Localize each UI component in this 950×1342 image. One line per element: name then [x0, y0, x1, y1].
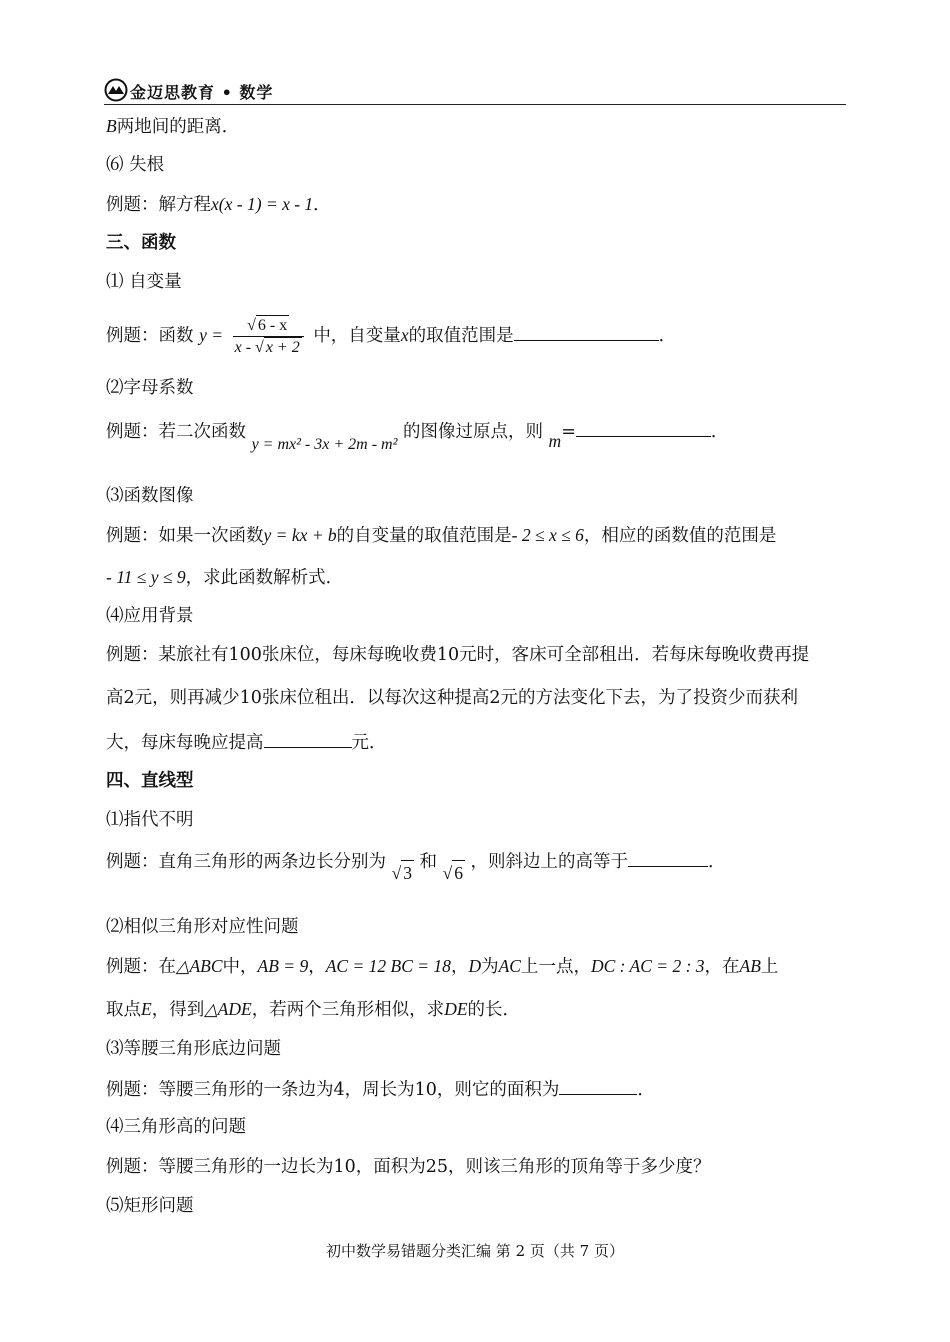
- math-expression: DC : AC = 2 : 3: [590, 956, 705, 976]
- math-var: E: [141, 999, 152, 1019]
- section-heading: 四、直线型: [106, 771, 194, 791]
- math-expression: AC = 12 BC = 18: [325, 956, 451, 976]
- line-text: 的自变量的取值范围是: [336, 526, 512, 546]
- text-line: 高2元，则再减少10张床位租出．以每次这种提高2元的方法变化下去，为了投资少而获利: [106, 688, 799, 708]
- line-text: 的图像过原点，则: [402, 422, 543, 442]
- math-var: x: [400, 325, 409, 345]
- answer-blank[interactable]: [514, 322, 659, 341]
- math-var: B: [106, 116, 117, 136]
- line-text: 和: [419, 852, 438, 872]
- fraction: [233, 315, 304, 358]
- subsection-title: ⑹ 失根: [106, 155, 165, 175]
- fraction-numerator: √ 6 - x: [233, 315, 304, 337]
- line-text: 大，每床每晚应提高: [106, 733, 264, 753]
- punct: ．: [710, 422, 729, 442]
- example-label: 例题：如果一次函数: [106, 526, 264, 546]
- text-line: 取点E，得到△ADE，若两个三角形相似，求DE的长．: [106, 999, 521, 1020]
- punct: ．: [708, 852, 726, 872]
- punct: =: [561, 422, 576, 442]
- math-expression: - 11 ≤ y ≤ 9: [106, 567, 186, 587]
- example-line: 例题：等腰三角形的一边长为10，面积为25，则该三角形的顶角等于多少度？: [106, 1157, 711, 1177]
- example-label: 例题：函数: [106, 326, 194, 346]
- subsection-title: ⑷应用背景: [106, 606, 194, 626]
- math-lhs: y =: [199, 325, 224, 345]
- math-expression: △ADE: [204, 999, 252, 1019]
- math-var: AB: [739, 956, 761, 976]
- line-text: 中，自变量: [313, 326, 401, 346]
- subsection-title: ⑸矩形问题: [106, 1196, 194, 1216]
- math-expression: - 2 ≤ x ≤ 6: [511, 525, 584, 545]
- answer-blank[interactable]: [576, 418, 711, 437]
- subsection-title: ⑵字母系数: [106, 378, 194, 398]
- example-line: 例题：在△ABC中，AB = 9，AC = 12 BC = 18，D为AC上一点，DC : AC = 2 : 3，在AB上: [106, 956, 779, 977]
- example-line: [106, 418, 729, 453]
- math-var: D: [468, 956, 482, 976]
- example-line: [106, 192, 331, 217]
- subsection-title: ⑶函数图像: [106, 486, 194, 506]
- subsection-title: ⑴指代不明: [106, 810, 194, 830]
- punct: ．: [658, 326, 677, 346]
- answer-blank[interactable]: [264, 729, 352, 748]
- text-line: [106, 565, 343, 590]
- example-label: 例题：解方程: [106, 195, 211, 215]
- answer-blank[interactable]: [559, 1076, 637, 1095]
- example-line: [106, 523, 776, 548]
- math-sqrt: √ 6: [443, 863, 465, 883]
- example-line: [106, 848, 726, 883]
- line-text: ，相应的函数值的范围是: [583, 526, 777, 546]
- fraction-denominator: x - √ x + 2: [234, 339, 300, 356]
- example-label: 例题：直角三角形的两条边长分别为: [106, 852, 386, 872]
- punct: 元．: [351, 733, 387, 753]
- line-text: ，求此函数解析式．: [185, 568, 344, 588]
- example-line: [106, 1076, 655, 1102]
- math-expression: x(x - 1) = x - 1: [211, 194, 314, 214]
- section-heading: 三、函数: [106, 233, 176, 253]
- math-expression: △ABC: [176, 956, 223, 976]
- line-text: ，则斜边上的高等于: [470, 852, 629, 872]
- math-var: m: [548, 431, 562, 451]
- math-expression: y = kx + b: [263, 525, 337, 545]
- example-line: [106, 310, 676, 361]
- math-var: DE: [444, 999, 468, 1019]
- subsection-title: ⑴ 自变量: [106, 272, 182, 292]
- punct: ．: [313, 195, 331, 215]
- brand-title: 金迈思教育 • 数学: [130, 83, 274, 102]
- subsection-title: ⑶等腰三角形底边问题: [106, 1039, 281, 1059]
- subsection-title: ⑵相似三角形对应性问题: [106, 917, 299, 937]
- page-header: [104, 76, 846, 104]
- page-footer: 初中数学易错题分类汇编 第 2 页（共 7 页）: [326, 1242, 624, 1260]
- example-label: 例题：若二次函数: [106, 422, 246, 442]
- header-divider: [104, 104, 846, 105]
- brand-logo-icon: [104, 78, 128, 102]
- text-line: [106, 729, 387, 755]
- math-sqrt: √ 3: [392, 863, 414, 883]
- math-var: AC: [498, 956, 521, 976]
- answer-blank[interactable]: [628, 848, 708, 867]
- line-text: 两地间的距离．: [116, 117, 240, 137]
- subsection-title: ⑷三角形高的问题: [106, 1117, 246, 1137]
- math-expression: y = mx² - 3x + 2m - m²: [251, 436, 398, 453]
- text-line: [106, 114, 239, 139]
- punct: ．: [637, 1080, 655, 1100]
- math-expression: AB = 9: [257, 956, 309, 976]
- line-text: 的取值范围是: [408, 326, 514, 346]
- example-line: 例题：某旅社有100张床位，每床每晚收费10元时，客床可全部租出．若每床每晚收费再提: [106, 645, 810, 665]
- example-label: 例题：等腰三角形的一条边为4，周长为10，则它的面积为: [106, 1080, 560, 1100]
